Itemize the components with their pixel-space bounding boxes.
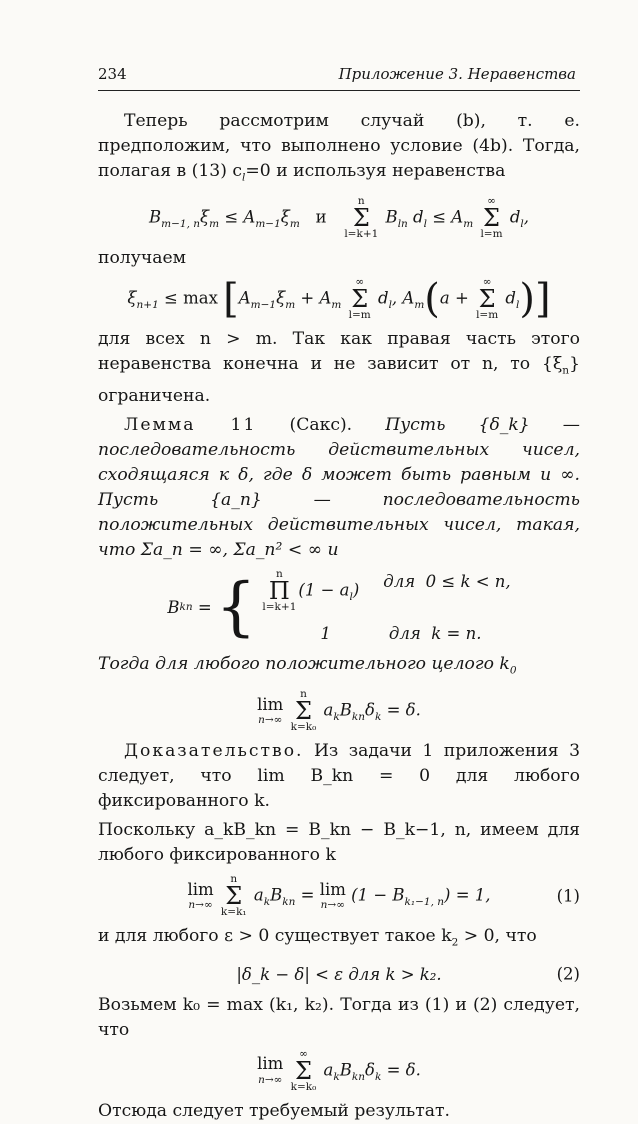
lemma-text: Пусть {δ_k} — последовательность действительных чисел, сходящаяся к δ, где δ может быть равным и ∞. Пусть {a_n} — последовательность положительных действительных чисел, такая, что Σa_n = ∞, Σa_n² < ∞ и	[98, 414, 580, 560]
lemma: Лемма 11 (Сакс). Пусть {δ_k} — последовательность действительных чисел, сходящаяся к δ, где δ может быть равным и ∞. Пусть {a_n} — последовательность положительных действительных чисел, такая, что Σa_n = ∞, Σa_n² < ∞ и	[98, 414, 580, 560]
equation-1: lim n→∞ n Σ k=k₁ $a_kB_{kn} = \lim$ n→∞ $(1 - B_{k_1-1, n}) = 1$, (1)	[187, 873, 580, 919]
formula-cases: B kn = { n Π l=k+1 $(1 - a_l)$ для 0 ≤ k < n, 1 для k = n.	[167, 567, 511, 645]
proof-label: Доказательство.	[124, 741, 304, 762]
running-header	[98, 62, 580, 91]
paragraph-4: Тогда для любого положительного целого $k_0$	[98, 653, 517, 677]
proof-text: Из задачи 1 приложения 3 следует, что lim B_kn = 0 для любого фиксированного k.	[98, 741, 580, 812]
formula-4: lim n→∞ ∞ Σ k=k₀ $a_kB_{kn}\delta_k = \delta$.	[257, 1047, 421, 1093]
proof	[98, 739, 580, 814]
paragraph-7: Возьмем k₀ = max (k₁, k₂). Тогда из (1) и (2) следует, что	[98, 994, 580, 1040]
equation-2-number: (2)	[556, 964, 580, 984]
equation-2: |δ_k − δ| < ε для k > k₂. (2)	[98, 962, 580, 987]
paragraph-5: Поскольку a_kB_kn = B_kn − B_k−1, n, имеем для любого фиксированного k	[98, 820, 580, 866]
running-title: Приложение 3. Неравенства	[338, 65, 576, 83]
paragraph-1: Теперь рассмотрим случай (b), т. е. предположим, что выполнено условие (4b). Тогда, полагая в (13) $c_l=0$ и используя неравенства	[98, 111, 580, 184]
lemma-label: Лемма 11	[124, 414, 257, 435]
paragraph-3: для всех n > m. Так как правая часть этого неравенства конечна и не зависит от n, то $\{\xi_n\}$ ограничена.	[98, 329, 580, 406]
formula-1: $B_{m-1, n}\xi_m \le A_{m-1}\xi_m$ и n Σ l=k+1 $B_{ln}$ $d_l \le A_m$ ∞ Σ l=m $d_l$,	[149, 195, 529, 241]
page-number: 234	[98, 65, 127, 83]
paragraph-8: Отсюда следует требуемый результат.	[98, 1100, 450, 1121]
formula-3: lim n→∞ n Σ k=k₀ $a_kB_{kn}\delta_k = \delta$.	[257, 688, 421, 734]
formula-2: $\xi_{n+1} \le \max [A_{m-1}\xi_m + A_m$ ∞ Σ l=m $d_l$, $A_m(a$ + ∞ Σ l=m $d_l$)]	[127, 276, 551, 323]
equation-1-number: (1)	[556, 886, 580, 906]
paragraph-6: и для любого ε > 0 существует такое $k_2 > 0$, что	[98, 926, 537, 949]
paragraph-2: получаем	[98, 248, 186, 269]
book-page	[98, 62, 580, 1124]
